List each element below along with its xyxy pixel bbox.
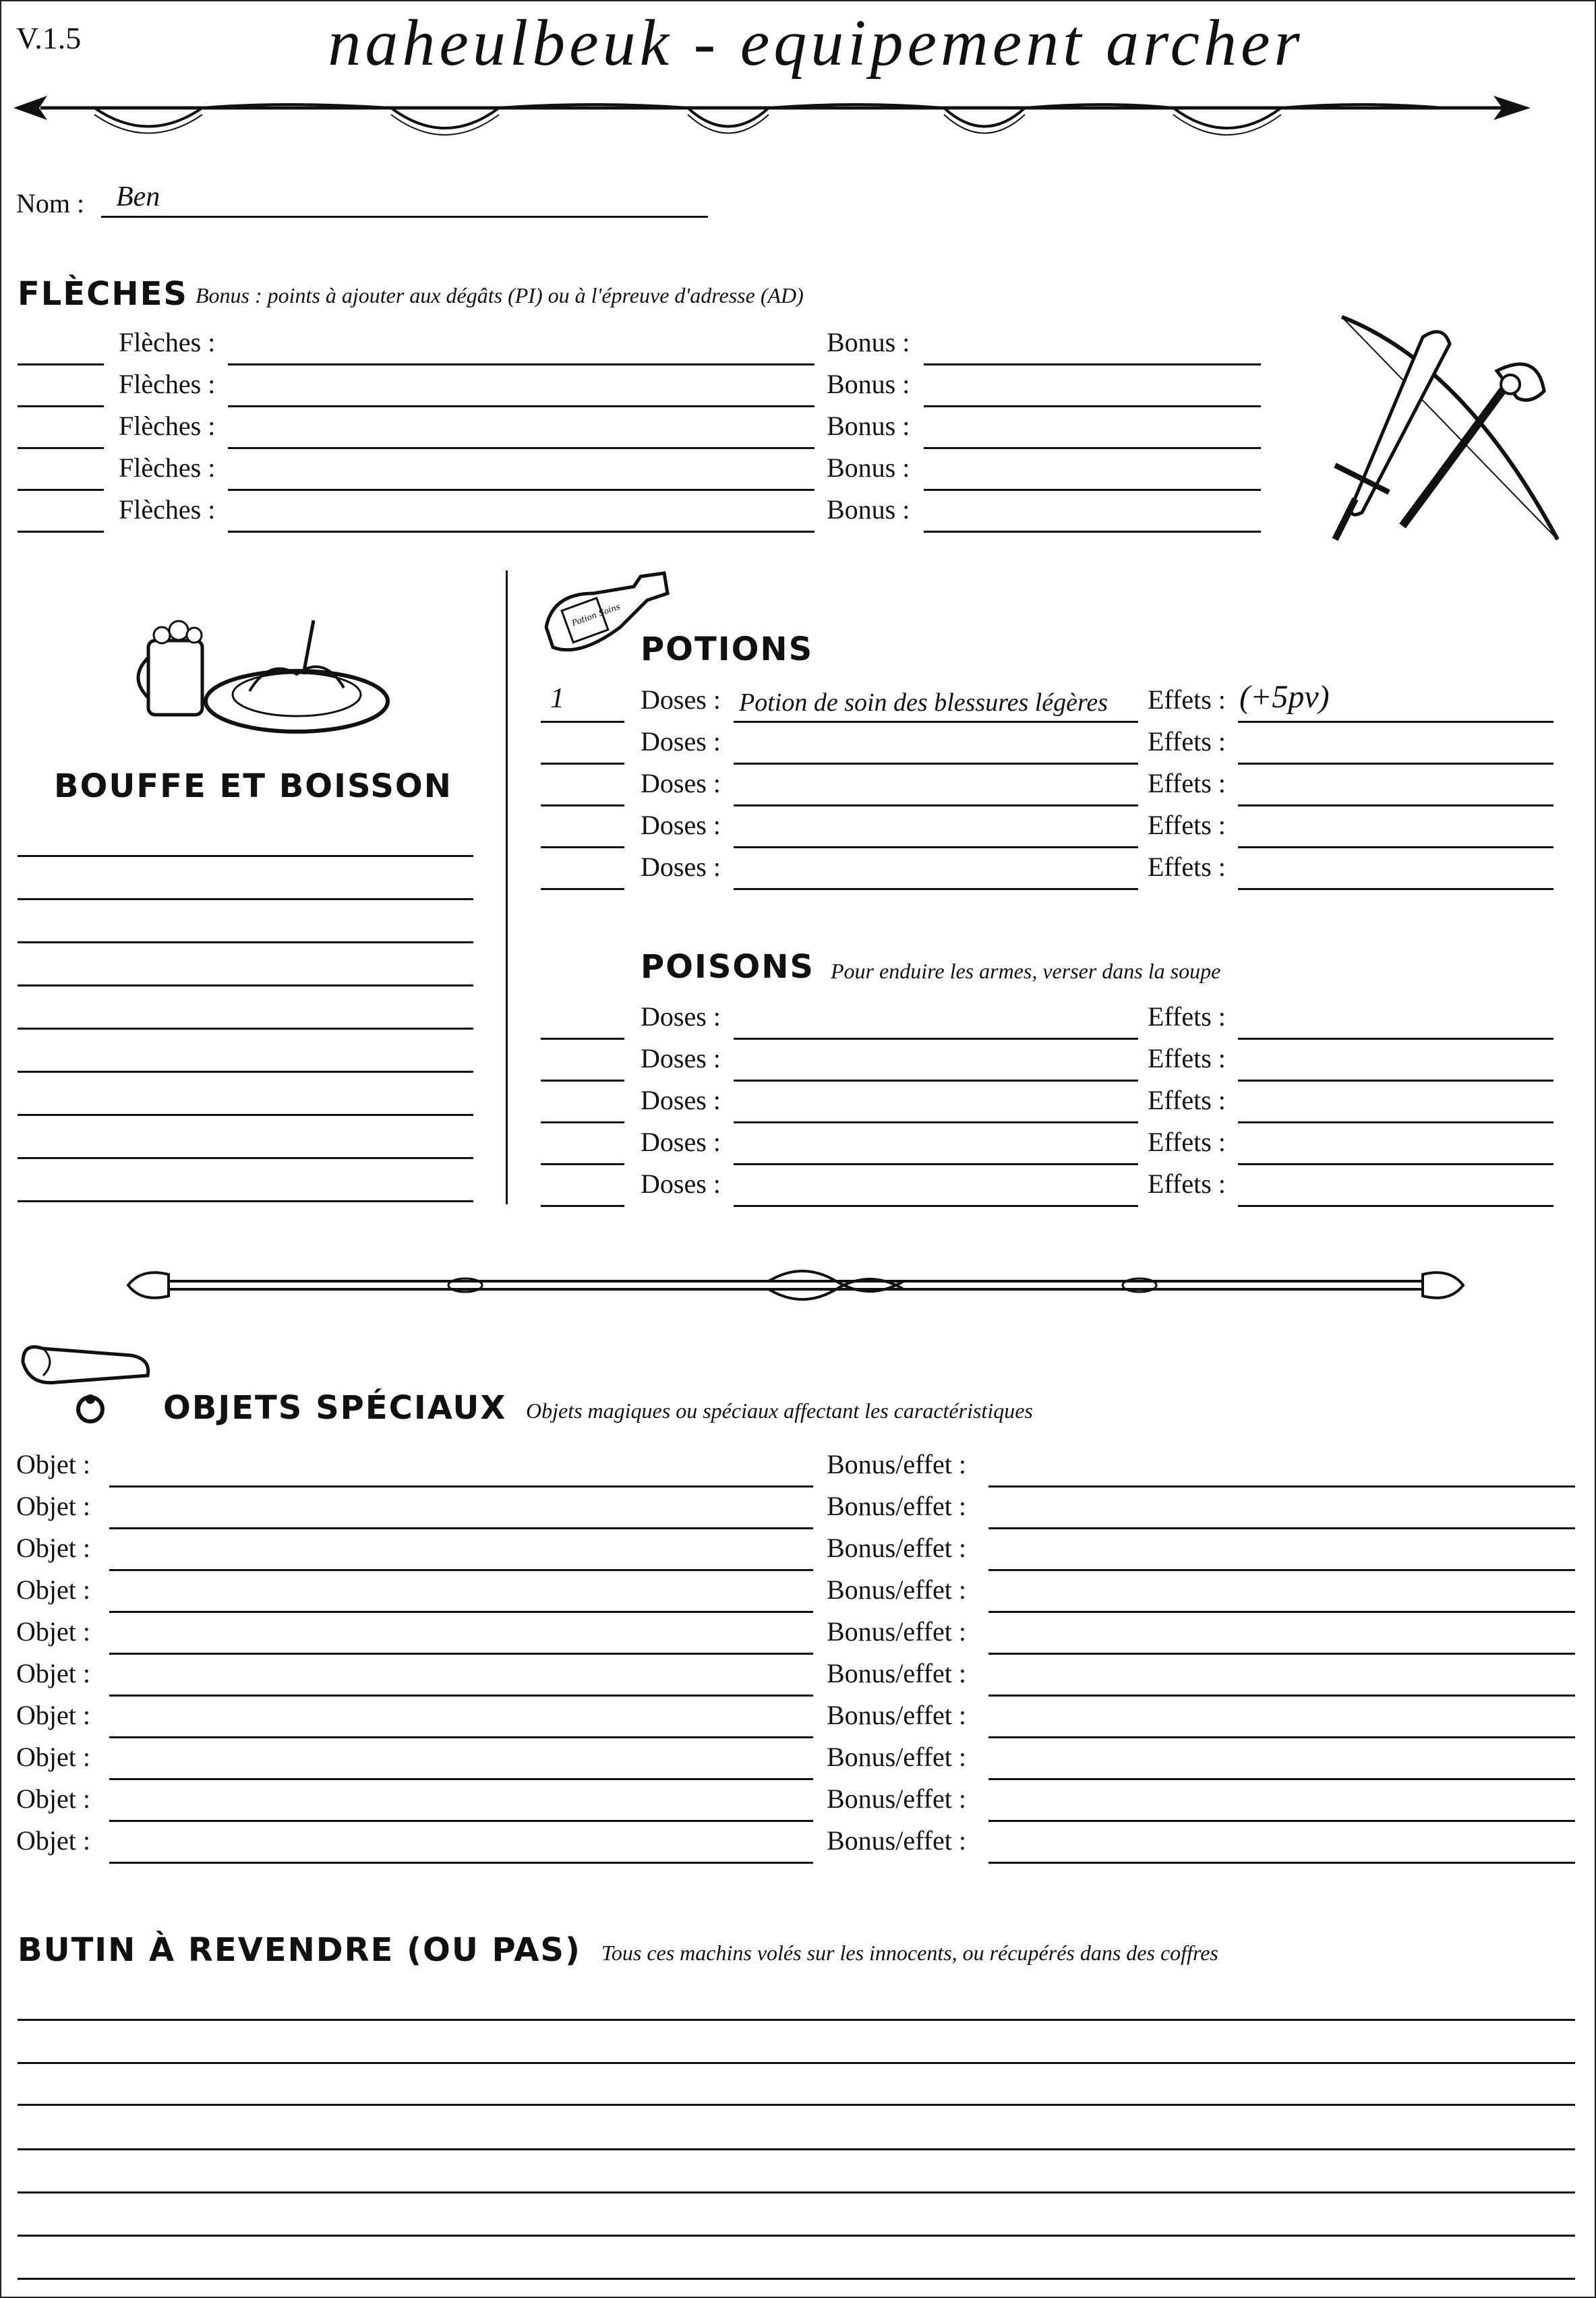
- potion-qty-field[interactable]: [541, 888, 624, 890]
- butin-subtitle: Tous ces machins volés sur les innocents, ou récupérés dans des coffres: [601, 1941, 1218, 1965]
- fleches-row: [0, 365, 1281, 407]
- objet-bonus-label: Bonus/effet :: [827, 1784, 967, 1814]
- objet-label: Objet :: [16, 1700, 90, 1730]
- objet-row: [0, 1613, 1578, 1655]
- fleches-bonus-label: Bonus :: [827, 327, 910, 357]
- poisons-heading: POISONS: [641, 948, 815, 986]
- potion-doses-label: Doses :: [641, 768, 721, 798]
- potion-row: [0, 806, 1571, 848]
- objets-subtitle: Objets magiques ou spéciaux affectant les caractéristiques: [526, 1398, 1033, 1423]
- objet-label: Objet :: [16, 1658, 90, 1688]
- potion-name-field[interactable]: [734, 888, 1138, 890]
- butin-line[interactable]: [18, 2104, 1575, 2106]
- objet-label: Objet :: [16, 1491, 90, 1521]
- potions-heading: POTIONS: [641, 630, 814, 668]
- potion-doses-label: Doses :: [641, 852, 721, 882]
- poison-name-field[interactable]: [734, 1205, 1138, 1207]
- fleches-row: [0, 324, 1281, 365]
- objet-bonus-label: Bonus/effet :: [827, 1616, 967, 1647]
- fleches-label: Flèches :: [119, 327, 216, 357]
- objet-row: [0, 1487, 1578, 1529]
- objets-heading: OBJETS SPÉCIAUX: [163, 1389, 507, 1427]
- crossed-weapons-icon: [1315, 310, 1571, 553]
- fleches-row: [0, 491, 1281, 533]
- objet-bonus-label: Bonus/effet :: [827, 1742, 967, 1772]
- butin-heading: BUTIN À REVENDRE (OU PAS): [18, 1931, 581, 1969]
- objet-bonus-label: Bonus/effet :: [827, 1825, 967, 1856]
- potion-effets-label: Effets :: [1148, 768, 1226, 798]
- objet-label: Objet :: [16, 1784, 90, 1814]
- poison-effets-label: Effets :: [1148, 1001, 1226, 1032]
- bouffe-line[interactable]: [18, 984, 473, 986]
- potion-doses-label: Doses :: [641, 726, 721, 757]
- objet-row: [0, 1655, 1578, 1697]
- staff-divider-icon: [128, 1261, 1463, 1308]
- butin-line[interactable]: [18, 2235, 1575, 2237]
- potion-effet-field[interactable]: [1238, 888, 1554, 890]
- poison-doses-label: Doses :: [641, 1043, 721, 1073]
- objet-bonus-field[interactable]: [988, 1862, 1575, 1864]
- objet-label: Objet :: [16, 1616, 90, 1647]
- poison-doses-label: Doses :: [641, 1127, 721, 1157]
- butin-line[interactable]: [18, 2191, 1575, 2193]
- fleches-bonus-label: Bonus :: [827, 452, 910, 483]
- poison-effets-label: Effets :: [1148, 1127, 1226, 1157]
- butin-line[interactable]: [18, 2019, 1575, 2021]
- poison-effets-label: Effets :: [1148, 1169, 1226, 1199]
- potion-effets-label: Effets :: [1148, 810, 1226, 840]
- page-title: naheulbeuk - equipement archer: [328, 7, 1304, 80]
- potion-effet-value: (+5pv): [1239, 679, 1330, 715]
- poison-row: [0, 1165, 1571, 1207]
- fleches-label: Flèches :: [119, 411, 216, 441]
- objet-bonus-label: Bonus/effet :: [827, 1533, 967, 1563]
- objet-row: [0, 1780, 1578, 1822]
- potion-name-value: Potion de soin des blessures légères: [739, 688, 1109, 717]
- poison-effets-label: Effets :: [1148, 1085, 1226, 1115]
- potion-row: [0, 848, 1571, 890]
- objet-bonus-label: Bonus/effet :: [827, 1700, 967, 1730]
- poison-doses-label: Doses :: [641, 1169, 721, 1199]
- poison-effet-field[interactable]: [1238, 1205, 1554, 1207]
- bouffe-heading: BOUFFE ET BOISSON: [54, 767, 452, 805]
- fleches-heading: FLÈCHES: [18, 275, 188, 313]
- poison-effets-label: Effets :: [1148, 1043, 1226, 1073]
- butin-line[interactable]: [18, 2278, 1575, 2280]
- fleches-label: Flèches :: [119, 452, 216, 483]
- poison-row: [0, 1123, 1571, 1165]
- objet-label: Objet :: [16, 1449, 90, 1479]
- fleches-label: Flèches :: [119, 369, 216, 399]
- poison-row: [0, 1082, 1571, 1123]
- objet-label: Objet :: [16, 1742, 90, 1772]
- potion-effets-label: Effets :: [1148, 684, 1226, 715]
- poison-doses-label: Doses :: [641, 1085, 721, 1115]
- butin-line[interactable]: [18, 2062, 1575, 2064]
- bouffe-line[interactable]: [18, 941, 473, 943]
- objet-bonus-label: Bonus/effet :: [827, 1658, 967, 1688]
- fleches-subtitle: Bonus : points à ajouter aux dégâts (PI) ou à l'épreuve d'adresse (AD): [196, 283, 804, 307]
- poison-row: [0, 998, 1571, 1040]
- objet-label: Objet :: [16, 1574, 90, 1605]
- name-value: Ben: [116, 181, 160, 212]
- bouffe-line[interactable]: [18, 898, 473, 900]
- name-label: Nom :: [16, 188, 85, 218]
- fleches-bonus-label: Bonus :: [827, 369, 910, 399]
- objet-label: Objet :: [16, 1533, 90, 1563]
- potion-doses-label: Doses :: [641, 684, 721, 715]
- objet-row: [0, 1822, 1578, 1864]
- potion-effets-label: Effets :: [1148, 726, 1226, 757]
- objet-bonus-label: Bonus/effet :: [827, 1449, 967, 1479]
- fleches-label: Flèches :: [119, 494, 216, 525]
- objet-row: [0, 1738, 1578, 1780]
- fleches-bonus-field[interactable]: [924, 531, 1261, 533]
- version-label: V.1.5: [16, 21, 82, 55]
- poisons-subtitle: Pour enduire les armes, verser dans la soupe: [831, 959, 1221, 983]
- poison-qty-field[interactable]: [541, 1205, 624, 1207]
- fleches-row: [0, 407, 1281, 449]
- objet-row: [0, 1446, 1578, 1487]
- potion-doses-label: Doses :: [641, 810, 721, 840]
- name-field[interactable]: [101, 216, 708, 218]
- butin-line[interactable]: [18, 2148, 1575, 2150]
- potion-effets-label: Effets :: [1148, 852, 1226, 882]
- potion-row: [0, 723, 1571, 765]
- objet-label: Objet :: [16, 1825, 90, 1856]
- objet-bonus-label: Bonus/effet :: [827, 1491, 967, 1521]
- objet-bonus-label: Bonus/effet :: [827, 1574, 967, 1605]
- arrow-banner-icon: [13, 81, 1531, 155]
- fleches-qty-field[interactable]: [18, 531, 104, 533]
- fleches-row: [0, 449, 1281, 491]
- potion-row: [0, 681, 1571, 723]
- potion-row: [0, 765, 1571, 806]
- fleches-bonus-label: Bonus :: [827, 494, 910, 525]
- poison-doses-label: Doses :: [641, 1001, 721, 1032]
- objet-row: [0, 1697, 1578, 1738]
- poison-row: [0, 1040, 1571, 1082]
- objet-name-field[interactable]: [109, 1862, 813, 1864]
- fleches-name-field[interactable]: [228, 531, 815, 533]
- scroll-ring-icon: [16, 1335, 158, 1430]
- fleches-bonus-label: Bonus :: [827, 411, 910, 441]
- potion-qty-value: 1: [550, 683, 564, 714]
- objet-row: [0, 1571, 1578, 1613]
- objet-row: [0, 1529, 1578, 1571]
- potion-bottle-label: Potion Soins: [570, 601, 622, 628]
